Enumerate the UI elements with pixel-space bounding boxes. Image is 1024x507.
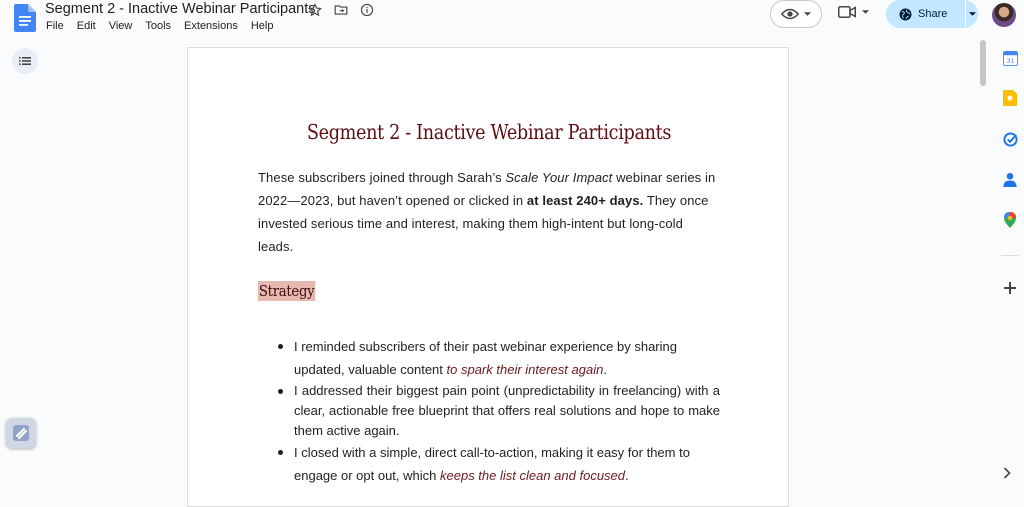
share-main-button[interactable] (886, 8, 965, 21)
share-button (886, 0, 978, 28)
list-item-text: . (603, 362, 607, 377)
list-item (278, 335, 720, 381)
bullet-icon (278, 450, 283, 455)
intro-paragraph (258, 166, 720, 258)
list-item-accent-text: keeps the list clean and focused (440, 468, 626, 483)
document-outline-button[interactable] (12, 48, 38, 74)
move-to-folder-icon[interactable] (332, 1, 350, 19)
keep-icon[interactable] (1002, 90, 1018, 106)
list-item (278, 441, 720, 487)
list-item-text: . (625, 468, 629, 483)
avatar[interactable] (992, 3, 1016, 27)
list-item (278, 381, 720, 441)
caret-down-icon (969, 12, 976, 16)
strategy-heading: Strategy (258, 282, 315, 300)
intro-text: These subscribers joined through Sarah’s (258, 170, 506, 185)
google-docs-logo-icon[interactable] (14, 4, 36, 32)
side-panel (995, 40, 1024, 495)
menu-bar (46, 20, 286, 32)
floating-extension-button[interactable] (6, 418, 36, 448)
menu-view[interactable]: View (108, 20, 133, 32)
bullet-icon (278, 389, 283, 394)
list-item-text: I addressed their biggest pain point (unpredictability in freelancing) with a clear, actionable free blueprint that offers real solutions and hope to make them active again. (294, 383, 720, 438)
intro-text: They once invested serious time and interest, making them high-intent but long-cold leads. (258, 193, 709, 254)
calendar-icon[interactable] (1002, 50, 1018, 66)
document-heading: Segment 2 - Inactive Webinar Participants (306, 120, 672, 144)
star-icon[interactable] (306, 1, 324, 19)
share-label: Share (918, 8, 948, 20)
document-page[interactable] (187, 47, 789, 507)
eye-icon (781, 8, 799, 20)
title-actions (306, 1, 376, 19)
tasks-icon[interactable] (1002, 131, 1018, 147)
maps-icon[interactable] (1002, 212, 1018, 228)
document-title[interactable]: Segment 2 - Inactive Webinar Participants (45, 1, 316, 17)
scrollbar-thumb[interactable] (980, 40, 986, 86)
menu-help[interactable]: Help (250, 20, 274, 32)
globe-icon (899, 8, 912, 21)
strategy-bullet-list (278, 335, 720, 487)
intro-italic-text: Scale Your Impact (505, 170, 613, 185)
menu-extensions[interactable]: Extensions (184, 20, 238, 32)
outline-list-icon (19, 56, 31, 66)
side-panel-divider (1001, 255, 1019, 256)
meet-button[interactable] (838, 5, 869, 19)
list-item-text: I reminded subscribers of their past webinar experience by sharing updated, valuable content (294, 339, 677, 377)
list-item-accent-text: to spark their interest again (446, 362, 604, 377)
video-camera-icon (838, 5, 856, 19)
chevron-right-icon[interactable] (1003, 466, 1011, 484)
bullet-icon (278, 344, 283, 349)
viewing-mode-button[interactable] (770, 0, 822, 28)
intro-bold-text: at least 240+ days. (526, 193, 644, 208)
menu-file[interactable]: File (46, 20, 64, 32)
caret-down-icon (862, 10, 869, 14)
intro-text: webinar series in 2022—2023, but haven’t opened or clicked in (258, 170, 716, 208)
list-item-text: I closed with a simple, direct call-to-action, making it easy for them to engage or opt out, which (294, 445, 690, 483)
svg-text:31: 31 (1005, 56, 1015, 65)
add-icon[interactable] (1002, 280, 1018, 296)
extension-logo-icon (11, 423, 31, 443)
menu-tools[interactable]: Tools (145, 20, 172, 32)
info-icon[interactable] (358, 1, 376, 19)
menu-edit[interactable]: Edit (76, 20, 96, 32)
contacts-icon[interactable] (1002, 171, 1018, 187)
top-bar (0, 0, 1024, 40)
share-options-button[interactable] (966, 12, 978, 16)
caret-down-icon (804, 12, 811, 16)
